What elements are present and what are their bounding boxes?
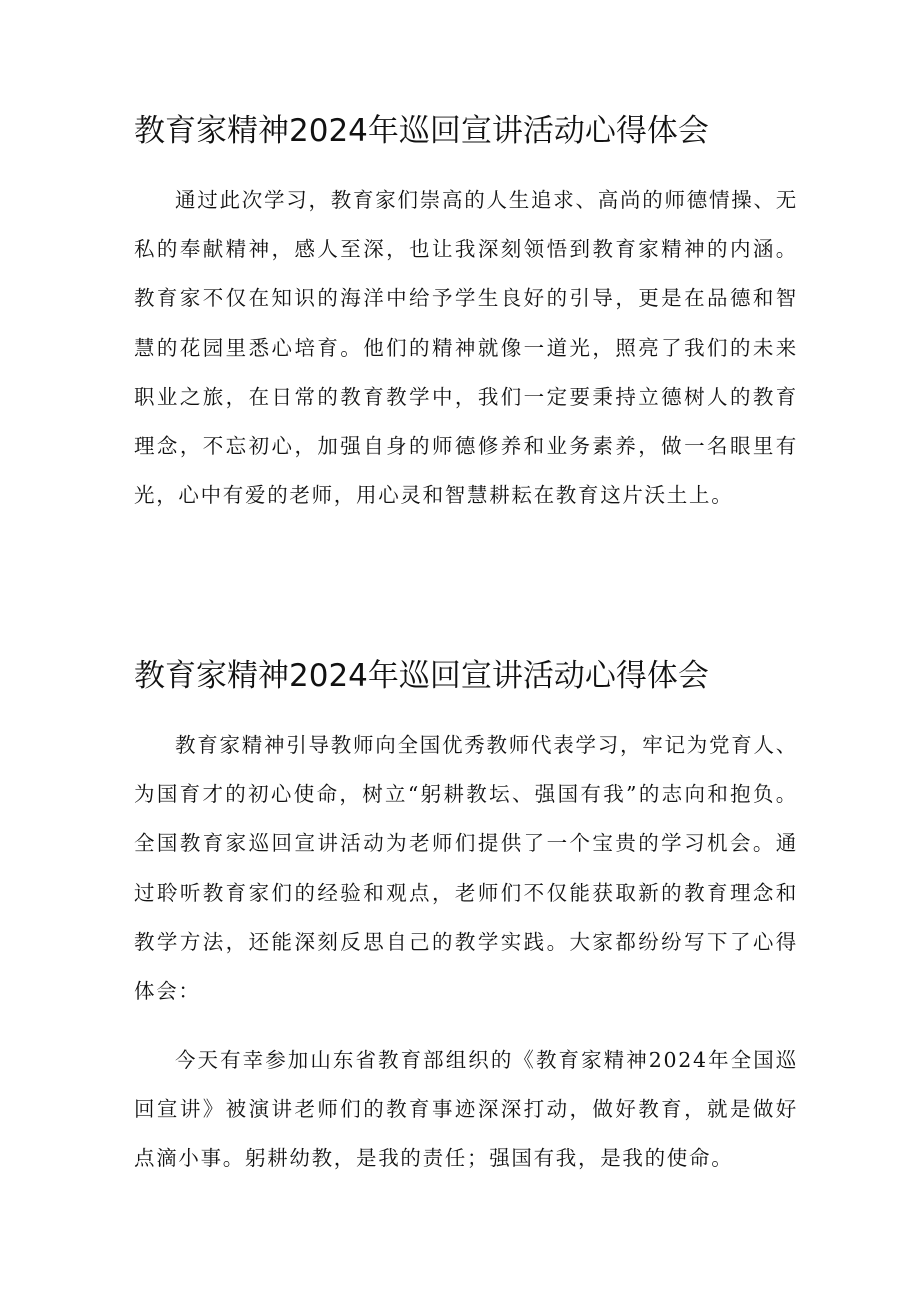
section-1-paragraph-1: 通过此次学习，教育家们崇高的人生追求、高尚的师德情操、无私的奉献精神，感人至深，也让我深刻领悟到教育家精神的内涵。教育家不仅在知识的海洋中给予学生良好的引导，更是在品德和智慧的花园里悉心培育。他们的精神就像一道光，照亮了我们的未来职业之旅，在日常的教育教学中，我们一定要秉持立德树人的教育理念，不忘初心，加强自身的师德修养和业务素养，做一名眼里有光，心中有爱的老师，用心灵和智慧耕耘在教育这片沃土上。 xyxy=(134,188,798,508)
section-2-paragraph-2: 今天有幸参加山东省教育部组织的《教育家精神2024年全国巡回宣讲》被演讲老师们的教育事迹深深打动，做好教育，就是做好点滴小事。躬耕幼教，是我的责任；强国有我，是我的使命。 xyxy=(134,1048,798,1171)
section-2-paragraph-1: 教育家精神引导教师向全国优秀教师代表学习，牢记为党育人、为国育才的初心使命，树立“躬耕教坛、强国有我”的志向和抱负。全国教育家巡回宣讲活动为老师们提供了一个宝贵的学习机会。通过聆听教育家们的经验和观点，老师们不仅能获取新的教育理念和教学方法，还能深刻反思自己的教学实践。大家都纷纷写下了心得体会： xyxy=(134,733,798,1004)
section-1-title: 教育家精神2024年巡回宣讲活动心得体会 xyxy=(134,113,709,149)
section-2-title: 教育家精神2024年巡回宣讲活动心得体会 xyxy=(134,658,709,694)
